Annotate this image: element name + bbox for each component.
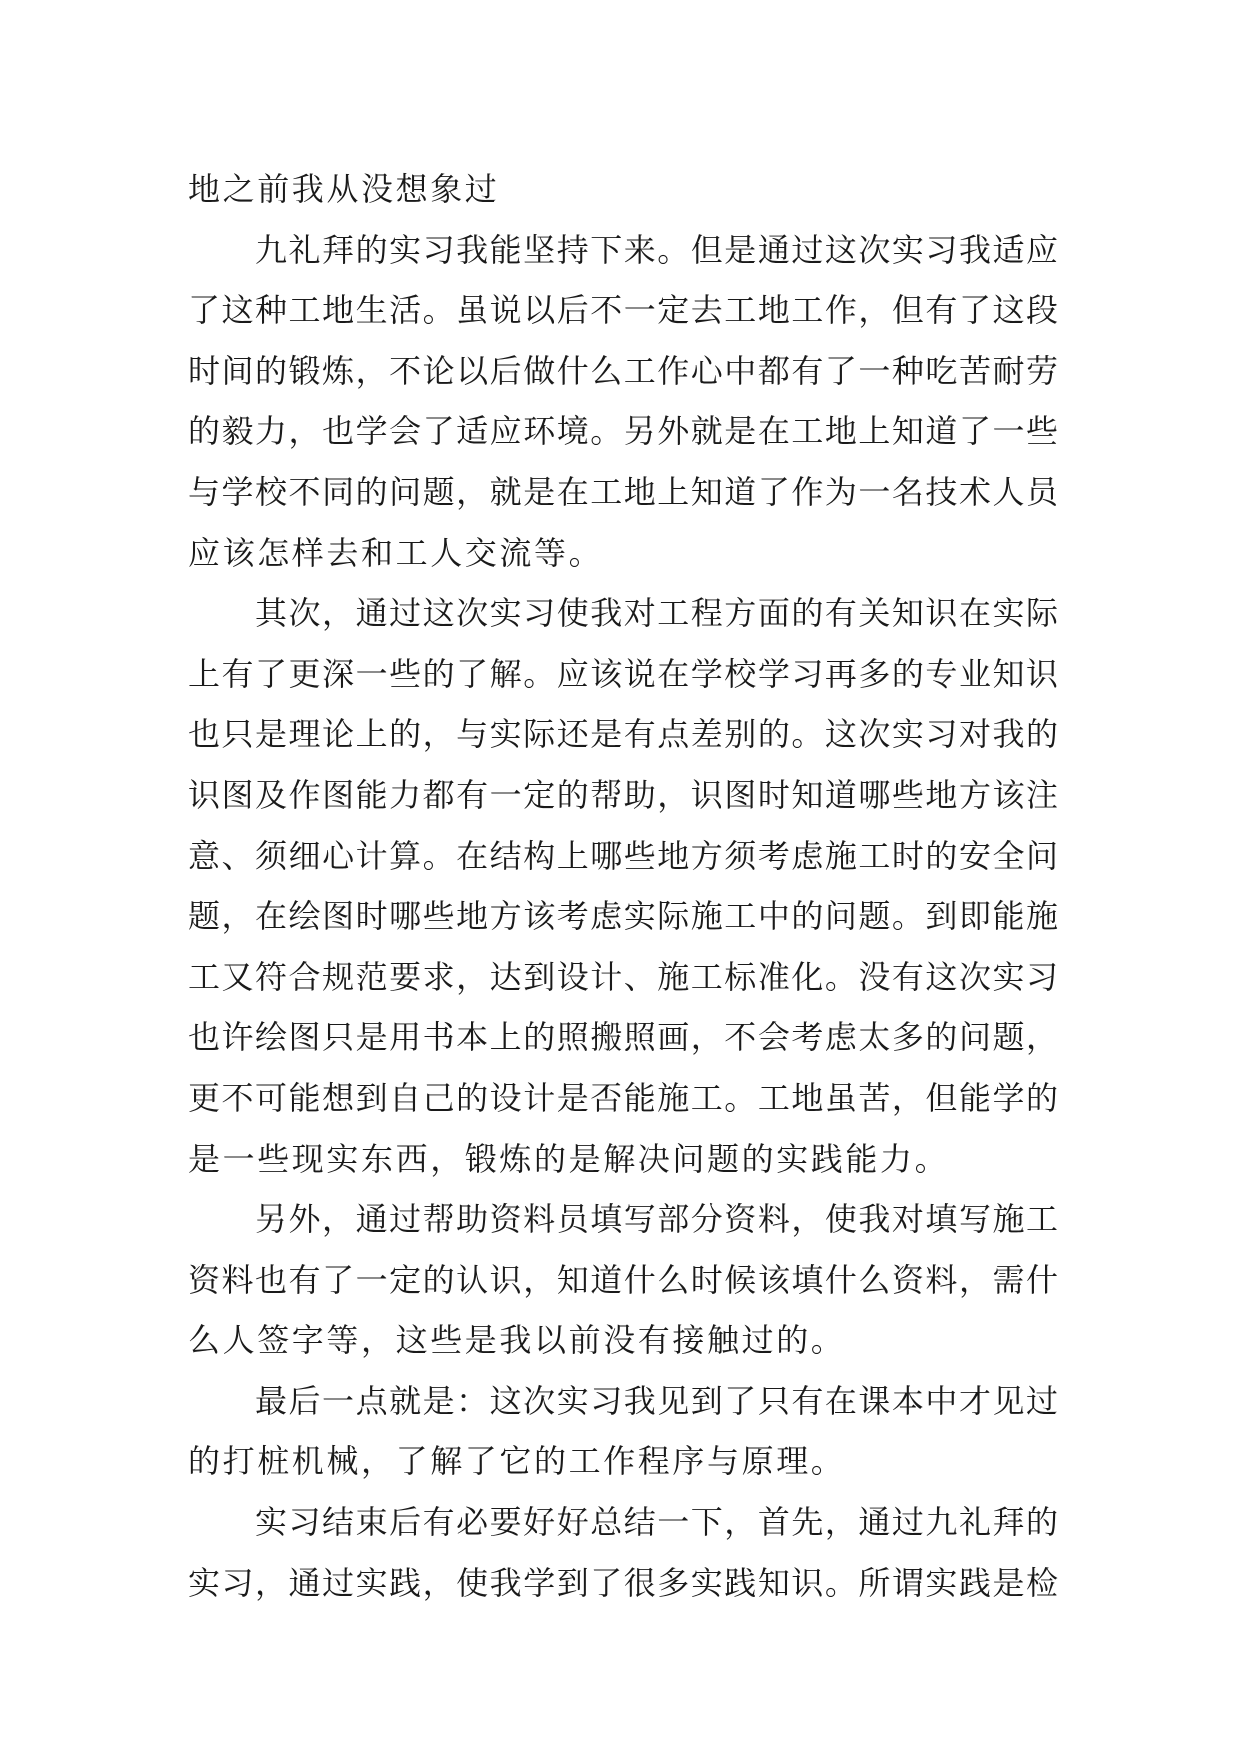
- text-line: 意、须细心计算。在结构上哪些地方须考虑施工时的安全问: [188, 836, 1058, 875]
- text-line: 应该怎样去和工人交流等。: [188, 533, 604, 572]
- text-line: 另外，通过帮助资料员填写部分资料，使我对填写施工: [255, 1200, 1058, 1239]
- text-line: 其次，通过这次实习使我对工程方面的有关知识在实际: [255, 594, 1058, 633]
- text-line: 时间的锻炼，不论以后做什么工作心中都有了一种吃苦耐劳: [188, 351, 1058, 390]
- text-line: 地之前我从没想象过: [188, 170, 500, 208]
- text-line: 资料也有了一定的认识，知道什么时候该填什么资料，需什: [188, 1260, 1058, 1299]
- text-line: 是一些现实东西，锻炼的是解决问题的实践能力。: [188, 1139, 950, 1178]
- text-line: 识图及作图能力都有一定的帮助，识图时知道哪些地方该注: [188, 775, 1058, 814]
- text-line: 题，在绘图时哪些地方该考虑实际施工中的问题。到即能施: [188, 897, 1058, 936]
- text-line: 九礼拜的实习我能坚持下来。但是通过这次实习我适应: [255, 230, 1058, 269]
- text-line: 么人签字等，这些是我以前没有接触过的。: [188, 1321, 846, 1360]
- text-line: 也只是理论上的，与实际还是有点差别的。这次实习对我的: [188, 715, 1058, 754]
- text-line: 实习结束后有必要好好总结一下，首先，通过九礼拜的: [255, 1503, 1058, 1542]
- text-line: 了这种工地生活。虽说以后不一定去工地工作，但有了这段: [188, 291, 1058, 330]
- text-line: 最后一点就是：这次实习我见到了只有在课本中才见过: [255, 1381, 1058, 1420]
- text-line: 上有了更深一些的了解。应该说在学校学习再多的专业知识: [188, 654, 1058, 693]
- text-line: 工又符合规范要求，达到设计、施工标准化。没有这次实习: [188, 957, 1058, 996]
- text-line: 也许绘图只是用书本上的照搬照画，不会考虑太多的问题，: [188, 1018, 1058, 1057]
- text-line: 的打桩机械，了解了它的工作程序与原理。: [188, 1442, 846, 1481]
- text-line: 更不可能想到自己的设计是否能施工。工地虽苦，但能学的: [188, 1078, 1058, 1117]
- text-line: 与学校不同的问题，就是在工地上知道了作为一名技术人员: [188, 472, 1058, 511]
- body-text: [188, 159, 1058, 1613]
- text-line: 实习，通过实践，使我学到了很多实践知识。所谓实践是检: [188, 1563, 1058, 1602]
- text-line: 的毅力，也学会了适应环境。另外就是在工地上知道了一些: [188, 412, 1058, 451]
